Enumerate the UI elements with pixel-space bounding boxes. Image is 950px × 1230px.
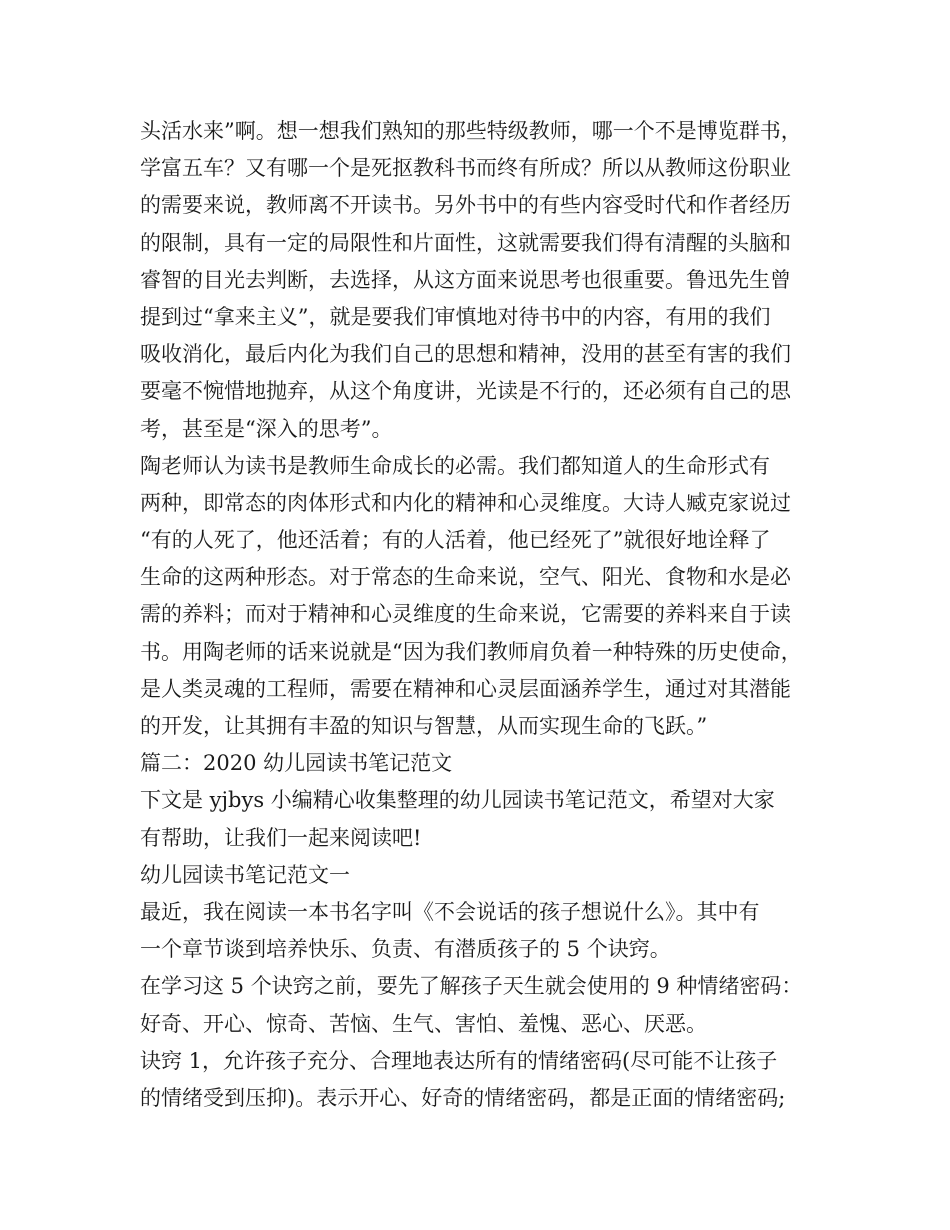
text-line: 生命的这两种形态。对于常态的生命来说，空气、阳光、食物和水是必 [140,565,791,590]
text-line: “有的人死了，他还活着；有的人活着，他已经死了”就很好地诠释了 [140,528,771,553]
text-line: 提到过“拿来主义”，就是要我们审慎地对待书中的内容，有用的我们 [140,304,771,329]
text-line: 的需要来说，教师离不开读书。另外书中的有些内容受时代和作者经历 [140,193,791,218]
text-line: 有帮助，让我们一起来阅读吧! [140,825,422,850]
text-line: 的开发，让其拥有丰盈的知识与智慧，从而实现生命的飞跃。” [140,714,708,738]
text-line: 在学习这 5 个诀窍之前，要先了解孩子天生就会使用的 9 种情绪密码： [140,974,803,999]
document-body [140,113,820,1117]
text-line: 好奇、开心、惊奇、苦恼、生气、害怕、羞愧、恶心、厌恶。 [140,1011,707,1036]
text-line: 头活水来”啊。想一想我们熟知的那些特级教师，哪一个不是博览群书， [140,119,802,143]
text-line: 吸收消化，最后内化为我们自己的思想和精神，没用的甚至有害的我们 [140,342,791,367]
text-line: 是人类灵魂的工程师，需要在精神和心灵层面涵养学生，通过对其潜能 [140,676,791,701]
text-line: 的限制，具有一定的局限性和片面性，这就需要我们得有清醒的头脑和 [140,230,791,255]
text-line: 陶老师认为读书是教师生命成长的必需。我们都知道人的生命形式有 [140,453,770,478]
subsection-heading: 幼儿园读书笔记范文一 [140,862,350,887]
text-line: 的情绪受到压抑)。表示开心、好奇的情绪密码，都是正面的情绪密码; [140,1085,786,1110]
text-line: 诀窍 1，允许孩子充分、合理地表达所有的情绪密码(尽可能不让孩子 [140,1048,778,1073]
text-line: 需的养料；而对于精神和心灵维度的生命来说，它需要的养料来自于读 [140,602,791,627]
text-line: 一个章节谈到培养快乐、负责、有潜质孩子的 5 个诀窍。 [140,937,671,962]
section-heading: 篇二：2020 幼儿园读书笔记范文 [140,751,453,776]
text-line: 下文是 yjbys 小编精心收集整理的幼儿园读书笔记范文，希望对大家 [140,788,775,813]
text-line: 睿智的目光去判断，去选择，从这方面来说思考也很重要。鲁迅先生曾 [140,267,791,292]
text-line: 书。用陶老师的话来说就是“因为我们教师肩负着一种特殊的历史使命， [140,639,802,664]
text-line: 要毫不惋惜地抛弃，从这个角度讲，光读是不行的，还必须有自己的思 [140,379,791,404]
text-line: 考，甚至是“深入的思考”。 [140,416,393,441]
text-line: 两种，即常态的肉体形式和内化的精神和心灵维度。大诗人臧克家说过 [140,490,791,515]
text-line: 最近，我在阅读一本书名字叫《不会说话的孩子想说什么》。其中有 [140,899,760,924]
text-line: 学富五车？又有哪一个是死抠教科书而终有所成？所以从教师这份职业 [140,156,791,181]
